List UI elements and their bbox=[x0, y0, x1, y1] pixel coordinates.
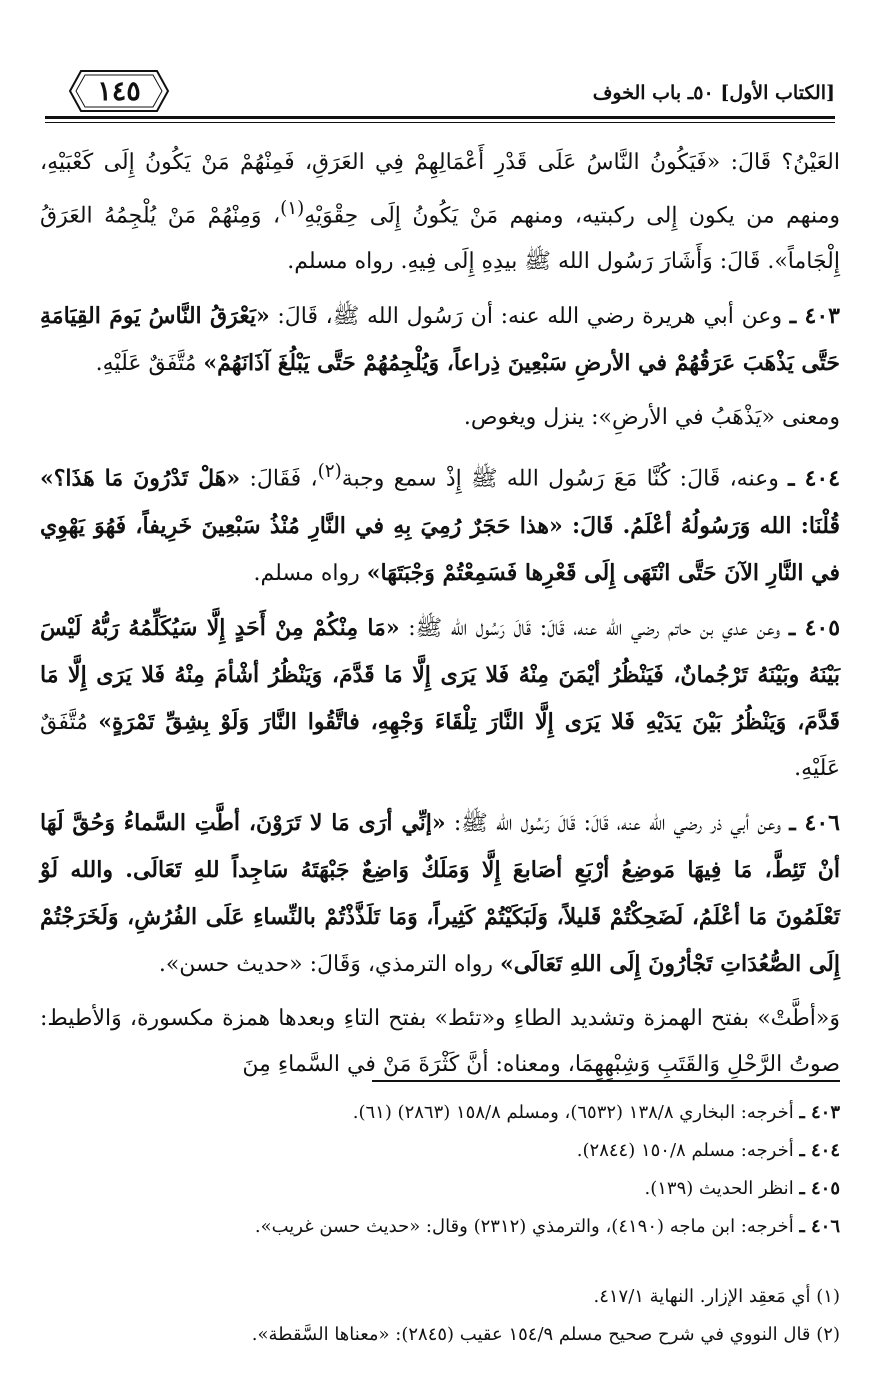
takhrij-text: أخرجه: مسلم ١٥٠/٨ (٢٨٤٤). bbox=[576, 1140, 794, 1161]
hadith-matn: «إنِّي أرَى مَا لا تَرَوْنَ، أطَّتِ السَّماءُ وَحُقَّ لَهَا أنْ تَئِطَّ، مَا فِيهَا مَوضِعُ أرْبَعِ أصَابعَ إِلَّا وَمَلَكٌ وَاضِعٌ جَبْهَتَهُ سَاجِداً للهِ تَعَالَى. والله لَوْ تَعْلَمُونَ مَا أعْلَمُ، لَضَحِكْتُمْ قَليلاً، وَلَبَكَيْتُمْ كَثِيراً، وَمَا تَلَذَّذْتُمْ بالنِّساءِ عَلَى الفُرُشِ، وَلَخَرَجْتُمْ إِلَى الصُّعُدَاتِ تَجْأرُونَ إِلَى اللهِ تَعَالَى» bbox=[40, 809, 840, 977]
hadith-number: ٤٠٥ ـ bbox=[788, 614, 841, 641]
paragraph-text: العَيْنُ؟ قَالَ: «فَيَكُونُ النَّاسُ عَلَى قَدْرِ أَعْمَالِهِمْ فِي العَرَقِ، فَمِنْهُمْ مَنْ يَكُونُ إِلَى كَعْبَيْهِ، ومنهم من يكون إِلى ركبتيه، ومنهم مَنْ يَكُونُ إِلَى حِقْوَيْهِ bbox=[40, 150, 840, 229]
footnote-text: قال النووي في شرح صحيح مسلم ١٥٤/٩ عقيب (٢٨٤٥): «معناها السَّقطة». bbox=[251, 1324, 811, 1345]
paragraph-continuation bbox=[40, 140, 840, 285]
hadith-matn: «مَا مِنْكُمْ مِنْ أَحَدٍ إِلَّا سَيُكَلِّمُهُ رَبُّهُ لَيْسَ بَيْنَهُ وبَيْنَهُ تَرْجُمانٌ، فَيَنْظُرُ أيْمَنَ مِنْهُ فَلا يَرَى إِلَّا مَا قَدَّمَ، وَيَنْظُرُ أشْأمَ مِنْهُ فَلا يَرَى إِلَّا مَا قَدَّمَ، وَيَنْظُرُ بَيْنَ يَدَيْهِ فَلا يَرَى إِلَّا النَّارَ تِلْقَاءَ وَجْهِهِ، فاتَّقُوا النَّارَ وَلَوْ بِشِقِّ تَمْرَةٍ» bbox=[40, 614, 840, 735]
hadith-number: ٤٠٦ ـ bbox=[789, 809, 840, 836]
hadith-matn: «هَلْ تَدْرُونَ مَا هَذَا؟» قُلْنَا: الله وَرَسُولُهُ أعْلَمُ. قَالَ: «هذا حَجَرٌ رُمِيَ بِهِ في النَّارِ مُنْذُ سَبْعِينَ خَرِيفاً، فَهُوَ يَهْوِي في النَّارِ الآنَ حَتَّى انْتَهَى إِلَى قَعْرِها فَسَمِعْتُمْ وَجْبَتَهَا» bbox=[40, 465, 840, 586]
footnote-ref: (٢) bbox=[816, 1324, 840, 1345]
hadith-source: رواه الترمذي، وَقَالَ: «حديث حسن». bbox=[158, 951, 493, 977]
takhrij-ref: ٤٠٤ ـ bbox=[799, 1140, 840, 1161]
explanation-403 bbox=[40, 395, 840, 441]
paragraph-text: ، وَمِنْهُمْ مَنْ يُلْجِمُهُ العَرَقُ إِلْجَاماً». قَالَ: وَأَشَارَ رَسُول الله ﷺ بيدِهِ إِلَى فِيهِ. رواه مسلم. bbox=[40, 203, 840, 275]
footnotes-section bbox=[40, 1094, 840, 1354]
running-title: [الكتاب الأول] ٥٠ـ باب الخوف bbox=[592, 82, 835, 104]
footnote-text: أي مَعقِد الإزار. النهاية ٤١٧/١. bbox=[593, 1286, 811, 1307]
footnote-marker: (١) bbox=[280, 198, 305, 219]
paragraph-text: وَ«أطَّتْ» بفتح الهمزة وتشديد الطاءِ و«تئط» بفتح التاءِ وبعدها همزة مكسورة، وَالأطيط: صوتُ الرَّحْلِ وَالقَتَبِ وَشِبْهِهِمَا، ومعناه: أنَّ كَثْرَةَ مَنْ في السَّماءِ مِنَ bbox=[40, 1005, 840, 1077]
explanation-406 bbox=[40, 996, 840, 1088]
hadith-source: مُتَّفَقٌ عَلَيْهِ. bbox=[95, 351, 197, 377]
hadith-source: رواه مسلم. bbox=[253, 560, 360, 586]
hadith-number: ٤٠٤ ـ bbox=[788, 465, 841, 492]
page-number: ١٤٥ bbox=[97, 75, 141, 107]
takhrij-ref: ٤٠٣ ـ bbox=[799, 1102, 840, 1123]
hadith-chain: وعن أبي ذر رضي الله عنه، قَالَ: قَالَ رَسُول الله ﷺ: bbox=[453, 810, 782, 836]
hadith-number: ٤٠٣ ـ bbox=[789, 303, 840, 330]
paragraph-text: ومعنى «يَذْهَبُ في الأرضِ»: ينزل ويغوص. bbox=[463, 405, 840, 431]
hadith-chain: وعنه، قَالَ: كُنَّا مَعَ رَسُول الله ﷺ إِذْ سمع وجبة bbox=[341, 466, 779, 492]
hadith-406 bbox=[40, 800, 840, 988]
main-text bbox=[40, 140, 840, 1096]
hadith-matn: «يَعْرَقُ النَّاسُ يَومَ القِيَامَةِ حَتَّى يَذْهَبَ عَرَقُهُمْ في الأرضِ سَبْعِينَ ذِراعاً، وَيُلْجِمُهُمْ حَتَّى يَبْلُغَ آذَانَهُمْ» bbox=[40, 303, 840, 377]
footnote-divider bbox=[372, 1080, 840, 1082]
footnote-row bbox=[40, 1316, 840, 1354]
takhrij-row bbox=[40, 1132, 840, 1170]
footnote-ref: (١) bbox=[816, 1286, 840, 1307]
takhrij-row bbox=[40, 1208, 840, 1246]
hadith-source: مُتَّفَقٌ عَلَيْهِ. bbox=[40, 709, 840, 781]
footnote-row bbox=[40, 1278, 840, 1316]
takhrij-row bbox=[40, 1094, 840, 1132]
page-header bbox=[45, 60, 835, 126]
hadith-404 bbox=[40, 449, 840, 596]
hadith-405 bbox=[40, 605, 840, 792]
footnote-spacer bbox=[40, 1246, 840, 1278]
hadith-403 bbox=[40, 293, 840, 387]
takhrij-text: أخرجه: ابن ماجه (٤١٩٠)، والترمذي (٢٣١٢) وقال: «حديث حسن غريب». bbox=[254, 1216, 794, 1237]
takhrij-ref: ٤٠٦ ـ bbox=[799, 1216, 840, 1237]
takhrij-row bbox=[40, 1170, 840, 1208]
takhrij-text: انظر الحديث (١٣٩). bbox=[644, 1178, 794, 1199]
footnote-marker: (٢) bbox=[317, 461, 342, 483]
hadith-chain: وعن عدي بن حاتم رضي الله عنه، قَالَ: قَالَ رَسُول الله ﷺ: bbox=[408, 615, 781, 641]
header-rule-thick bbox=[45, 116, 835, 119]
hadith-chain: وعن أبي هريرة رضي الله عنه: أن رَسُول الله ﷺ، قَالَ: bbox=[277, 304, 783, 330]
hadith-chain: ، فَقَالَ: bbox=[249, 466, 318, 492]
page-number-badge bbox=[67, 68, 171, 114]
takhrij-ref: ٤٠٥ ـ bbox=[799, 1178, 840, 1199]
header-rule-thin bbox=[45, 122, 835, 123]
takhrij-text: أخرجه: البخاري ١٣٨/٨ (٦٥٣٢)، ومسلم ١٥٨/٨ (٢٨٦٣) (٦١). bbox=[352, 1102, 794, 1123]
